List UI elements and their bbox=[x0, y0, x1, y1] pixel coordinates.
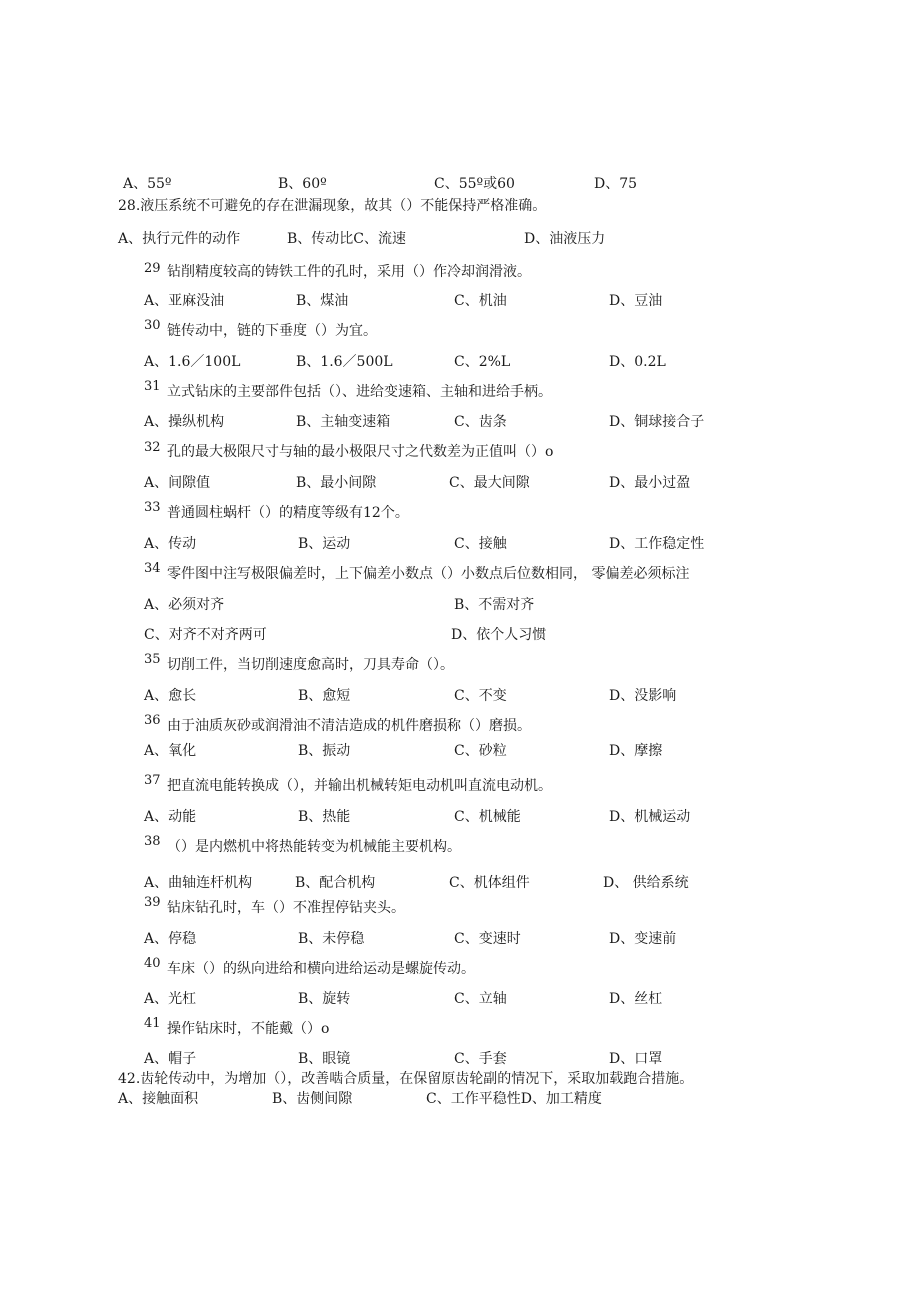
option-d: D、最小过盈 bbox=[609, 475, 691, 491]
option-c: C、最大间隙 bbox=[449, 475, 530, 491]
option-cd: C、工作平稳性D、加工精度 bbox=[426, 1091, 602, 1107]
option-b: B、不需对齐 bbox=[454, 597, 535, 613]
question-number: 32 bbox=[144, 440, 161, 455]
question-32: 孔的最大极限尺寸与轴的最小极限尺寸之代数差为正值叫（）o bbox=[167, 444, 554, 460]
question-number: 41 bbox=[144, 1016, 161, 1031]
option-b: B、旋转 bbox=[298, 991, 351, 1007]
option-b: B、振动 bbox=[298, 743, 351, 759]
question-number: 37 bbox=[144, 773, 161, 788]
option-d: D、工作稳定性 bbox=[609, 536, 705, 552]
question-number: 35 bbox=[144, 652, 161, 667]
option-d: D、没影响 bbox=[609, 688, 677, 704]
option-b: B、煤油 bbox=[296, 293, 349, 309]
option-d: D、丝杠 bbox=[609, 991, 663, 1007]
option-d: D、口罩 bbox=[609, 1051, 663, 1067]
option-b: B、最小间隙 bbox=[296, 475, 377, 491]
question-39: 钻床钻孔时，车（）不准捏停钻夹头。 bbox=[167, 900, 405, 916]
option-a: A、间隙值 bbox=[144, 475, 211, 491]
question-40: 车床（）的纵向进给和横向进给运动是螺旋传动。 bbox=[167, 961, 475, 977]
option-c: C、砂粒 bbox=[454, 743, 507, 759]
option-d: D、75 bbox=[594, 176, 638, 192]
option-a: A、愈长 bbox=[144, 688, 197, 704]
option-a: A、必须对齐 bbox=[144, 597, 225, 613]
question-42: 42.齿轮传动中，为增加（），改善啮合质量，在保留原齿轮副的情况下，采取加载跑合措施。 bbox=[118, 1071, 694, 1087]
question-number: 38 bbox=[144, 834, 161, 849]
question-number: 31 bbox=[144, 379, 161, 394]
option-a: A、光杠 bbox=[144, 991, 197, 1007]
option-a: A、55º bbox=[123, 176, 172, 192]
option-a: A、接触面积 bbox=[118, 1091, 199, 1107]
option-a: A、动能 bbox=[144, 809, 197, 825]
option-d: D、 供给系统 bbox=[603, 875, 689, 891]
option-d: D、机械运动 bbox=[609, 809, 691, 825]
option-a: A、亚麻没油 bbox=[144, 293, 225, 309]
option-d: D、铜球接合子 bbox=[609, 414, 705, 430]
option-b: B、未停稳 bbox=[298, 931, 365, 947]
question-35: 切削工件，当切削速度愈高时，刀具寿命（）。 bbox=[167, 657, 454, 673]
question-number: 40 bbox=[144, 956, 161, 971]
option-a: A、氧化 bbox=[144, 743, 197, 759]
option-c: C、对齐不对齐两可 bbox=[144, 627, 267, 643]
option-c: C、机体组件 bbox=[449, 875, 530, 891]
question-number: 30 bbox=[144, 318, 161, 333]
option-b: B、60º bbox=[278, 176, 327, 192]
option-b: B、配合机构 bbox=[295, 875, 376, 891]
question-29: 钻削精度较高的铸铁工件的孔时，采用（）作冷却润滑液。 bbox=[167, 264, 531, 280]
question-number: 33 bbox=[144, 500, 161, 515]
option-a: A、操纵机构 bbox=[144, 414, 225, 430]
question-number: 34 bbox=[144, 561, 161, 576]
option-b: B、运动 bbox=[298, 536, 351, 552]
option-b: B、主轴变速箱 bbox=[296, 414, 391, 430]
question-38: （）是内燃机中将热能转变为机械能主要机构。 bbox=[167, 839, 461, 855]
option-b: B、愈短 bbox=[298, 688, 351, 704]
option-a: A、曲轴连杆机构 bbox=[144, 875, 253, 891]
option-b: B、1.6／500L bbox=[296, 354, 393, 370]
option-b: B、热能 bbox=[298, 809, 351, 825]
question-number: 39 bbox=[144, 895, 161, 910]
question-37: 把直流电能转换成（），并输出机械转矩电动机叫直流电动机。 bbox=[167, 778, 552, 794]
option-a: A、传动 bbox=[144, 536, 197, 552]
option-d: D、摩擦 bbox=[609, 743, 663, 759]
option-c: C、接触 bbox=[454, 536, 507, 552]
question-31: 立式钻床的主要部件包括（）、进给变速箱、主轴和进给手柄。 bbox=[167, 384, 552, 400]
option-a: A、帽子 bbox=[144, 1051, 197, 1067]
option-c: C、立轴 bbox=[454, 991, 507, 1007]
question-34: 零件图中注写极限偏差时，上下偏差小数点（）小数点后位数相同， 零偏差必须标注 bbox=[167, 566, 690, 582]
option-b: B、齿侧间隙 bbox=[272, 1091, 353, 1107]
question-number: 36 bbox=[144, 713, 161, 728]
option-d: D、豆油 bbox=[609, 293, 663, 309]
option-c: C、变速时 bbox=[454, 931, 521, 947]
option-d: D、依个人习惯 bbox=[451, 627, 547, 643]
option-c: C、2%L bbox=[454, 354, 511, 370]
option-d: D、0.2L bbox=[609, 354, 666, 370]
option-bc: B、传动比C、流速 bbox=[287, 231, 406, 247]
option-c: C、55º或60 bbox=[434, 176, 515, 192]
question-33: 普通圆柱蜗杆（）的精度等级有12个。 bbox=[167, 505, 409, 521]
option-c: C、手套 bbox=[454, 1051, 507, 1067]
question-36: 由于油质灰砂或润滑油不清洁造成的机件磨损称（）磨损。 bbox=[167, 718, 531, 734]
option-a: A、停稳 bbox=[144, 931, 197, 947]
question-30: 链传动中，链的下垂度（）为宜。 bbox=[167, 323, 377, 339]
question-number: 29 bbox=[144, 261, 161, 276]
option-c: C、机油 bbox=[454, 293, 507, 309]
question-28: 28.液压系统不可避免的存在泄漏现象，故其（）不能保持严格准确。 bbox=[118, 198, 547, 214]
option-b: B、眼镜 bbox=[298, 1051, 351, 1067]
option-d: D、油液压力 bbox=[524, 231, 606, 247]
option-a: A、1.6／100L bbox=[144, 354, 241, 370]
option-c: C、齿条 bbox=[454, 414, 507, 430]
option-c: C、机械能 bbox=[454, 809, 521, 825]
option-c: C、不变 bbox=[454, 688, 507, 704]
option-a: A、执行元件的动作 bbox=[118, 231, 241, 247]
question-41: 操作钻床时，不能戴（）o bbox=[167, 1021, 330, 1037]
option-d: D、变速前 bbox=[609, 931, 677, 947]
